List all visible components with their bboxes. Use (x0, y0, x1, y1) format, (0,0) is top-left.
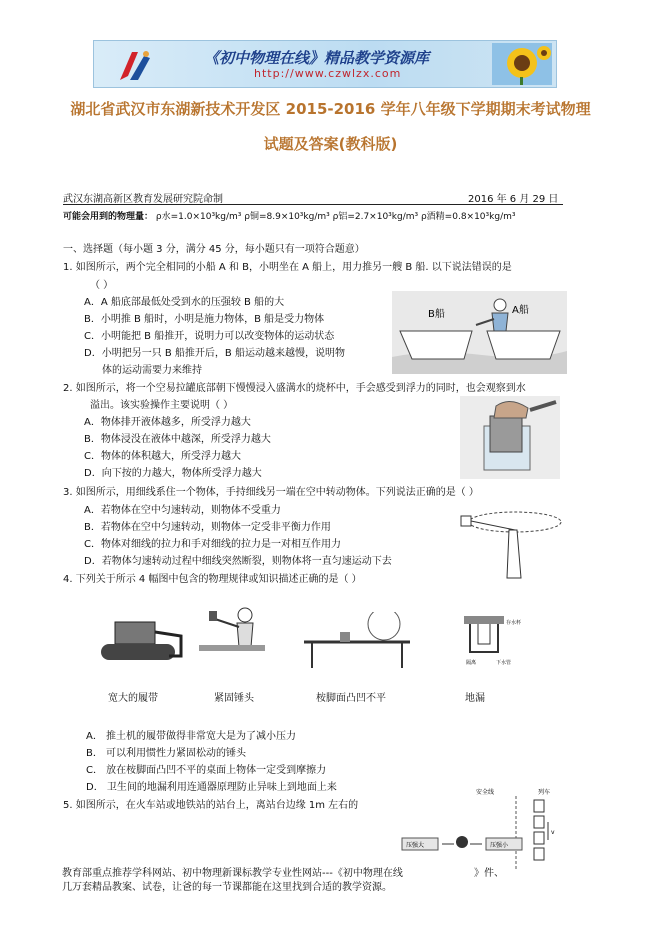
sunflower-icon (492, 43, 552, 85)
q2-option-c: C．物体的体积越大，所受浮力越大 (84, 451, 241, 462)
page-footer (62, 867, 582, 895)
q3-option-c: C．物体对细线的拉力和手对细线的拉力是一对相互作用力 (84, 539, 341, 550)
q4-caption-2: 紧固锤头 (214, 693, 254, 704)
q1-option-d-cont: 体的运动需要力来维持 (102, 365, 202, 376)
can-beaker-figure (460, 396, 560, 479)
q1-option-b: B．小明推 B 船时，小明是施力物体，B 船是受力物体 (84, 314, 325, 325)
label-train: 列车 (538, 789, 551, 796)
section-heading: 一、选择题（每小题 3 分，满分 45 分，每小题只有一项符合题意） (63, 244, 365, 255)
doc-org: 武汉东湖高新区教育发展研究院命制 (63, 194, 223, 205)
site-logo-icon (116, 46, 154, 84)
constants-values: ρ水=1.0×10³kg/m³ ρ铜=8.9×10³kg/m³ ρ铝=2.7×10³kg/m³ ρ酒精=0.8×10³kg/m³ (155, 212, 516, 222)
boats-figure (392, 291, 567, 374)
q3-option-d: D．若物体匀速转动过程中细线突然断裂，则物体将一直匀速运动下去 (84, 556, 392, 567)
drain-label-pipe: 下水管 (496, 660, 512, 666)
q4-option-a: A． 推土机的履带做得非常宽大是为了减小压力 (86, 731, 297, 742)
constants-label: 可能会用到的物理量： (63, 212, 154, 222)
hammer-figure (195, 605, 270, 670)
floor-drain-figure (460, 612, 532, 670)
footer-line1: 教育部重点推荐学科网站、初中物理新课标教学专业性网站---《初中物理在线 (62, 868, 403, 879)
q4-option-c: C． 放在桉脚面凸凹不平的桌面上物体一定受到摩擦力 (86, 765, 327, 776)
q4-caption-4: 地漏 (465, 693, 485, 704)
boat-a-label: A船 (512, 305, 529, 316)
banner-url[interactable]: http://www.czwlzx.com (254, 67, 402, 80)
q4-caption-3: 桉脚面凸凹不平 (316, 693, 386, 704)
banner-title: 《初中物理在线》精品教学资源库 (204, 49, 430, 67)
q1-option-d: D．小明把另一只 B 船推开后，B 船运动越来越慢，说明物 (84, 348, 345, 359)
drain-label-cup: 存水杯 (506, 620, 522, 626)
q4-stem: 4. 下列关于所示 4 幅图中包含的物理规律或知识描述正确的是（ ） (63, 574, 362, 585)
label-safety-line: 安全线 (476, 789, 495, 796)
q1-option-a: A．A 船底部最低处受到水的压强较 B 船的大 (84, 297, 285, 308)
site-banner (93, 40, 557, 88)
table-figure (300, 612, 415, 670)
footer-line1-tail: 》件、 (474, 868, 505, 879)
q3-option-b: B．若物体在空中匀速转动，则物体一定受非平衡力作用 (84, 522, 331, 533)
q2-option-d: D．向下按的力越大，物体所受浮力越大 (84, 468, 262, 479)
q2-stem: 2. 如图所示，将一个空易拉罐底部朝下慢慢浸入盛满水的烧杯中，手会感受到浮力的同时，也会观察到水 (63, 383, 526, 394)
q4-caption-1: 宽大的履带 (108, 693, 158, 704)
constants-line (63, 209, 515, 222)
bulldozer-figure (95, 612, 185, 667)
q1-paren: （ ） (90, 280, 114, 291)
q2-stem-cont: 溢出。该实验操作主要说明（ ） (90, 400, 234, 411)
q1-option-c: C．小明能把 B 船推开，说明力可以改变物体的运动状态 (84, 331, 335, 342)
drain-label-sep: 隔离 (466, 660, 477, 666)
q1-stem: 1. 如图所示，两个完全相同的小船 A 和 B，小明坐在 A 船上，用力推另一艘 B 船. 以下说法错误的是 (63, 262, 512, 273)
label-pressure-large: 压强大 (406, 842, 425, 849)
boat-b-label: B船 (428, 309, 445, 320)
label-pressure-small: 压强小 (490, 842, 509, 849)
q3-option-a: A．若物体在空中匀速转动，则物体不受重力 (84, 505, 281, 516)
footer-line2: 几万套精品教案、试卷，让爸的每一节课都能在这里找到合适的教学资源。 (62, 882, 392, 893)
q4-option-d: D． 卫生间的地漏利用连通器原理防止异味上到地面上来 (86, 782, 337, 793)
label-velocity: v (551, 829, 555, 836)
q2-option-b: B．物体浸没在液体中越深，所受浮力越大 (84, 434, 271, 445)
q2-option-a: A．物体排开液体越多，所受浮力越大 (84, 417, 251, 428)
doc-title-line2: 试题及答案(教科版) (263, 135, 398, 153)
q5-stem: 5. 如图所示，在火车站或地铁站的站台上，离站台边缘 1m 左右的 (63, 800, 359, 811)
doc-date: 2016 年 6 月 29 日 (468, 194, 559, 205)
q3-stem: 3. 如图所示，用细线系住一个物体，手持细线另一端在空中转动物体。下列说法正确的是（ ） (63, 487, 479, 498)
train-platform-figure (398, 782, 568, 872)
rotating-object-figure (455, 500, 565, 580)
doc-title-line1: 湖北省武汉市东湖新技术开发区 2015-2016 学年八年级下学期期末考试物理 (70, 100, 591, 118)
doc-header (63, 189, 563, 205)
q4-option-b: B． 可以利用惯性力紧固松动的锤头 (86, 748, 247, 759)
